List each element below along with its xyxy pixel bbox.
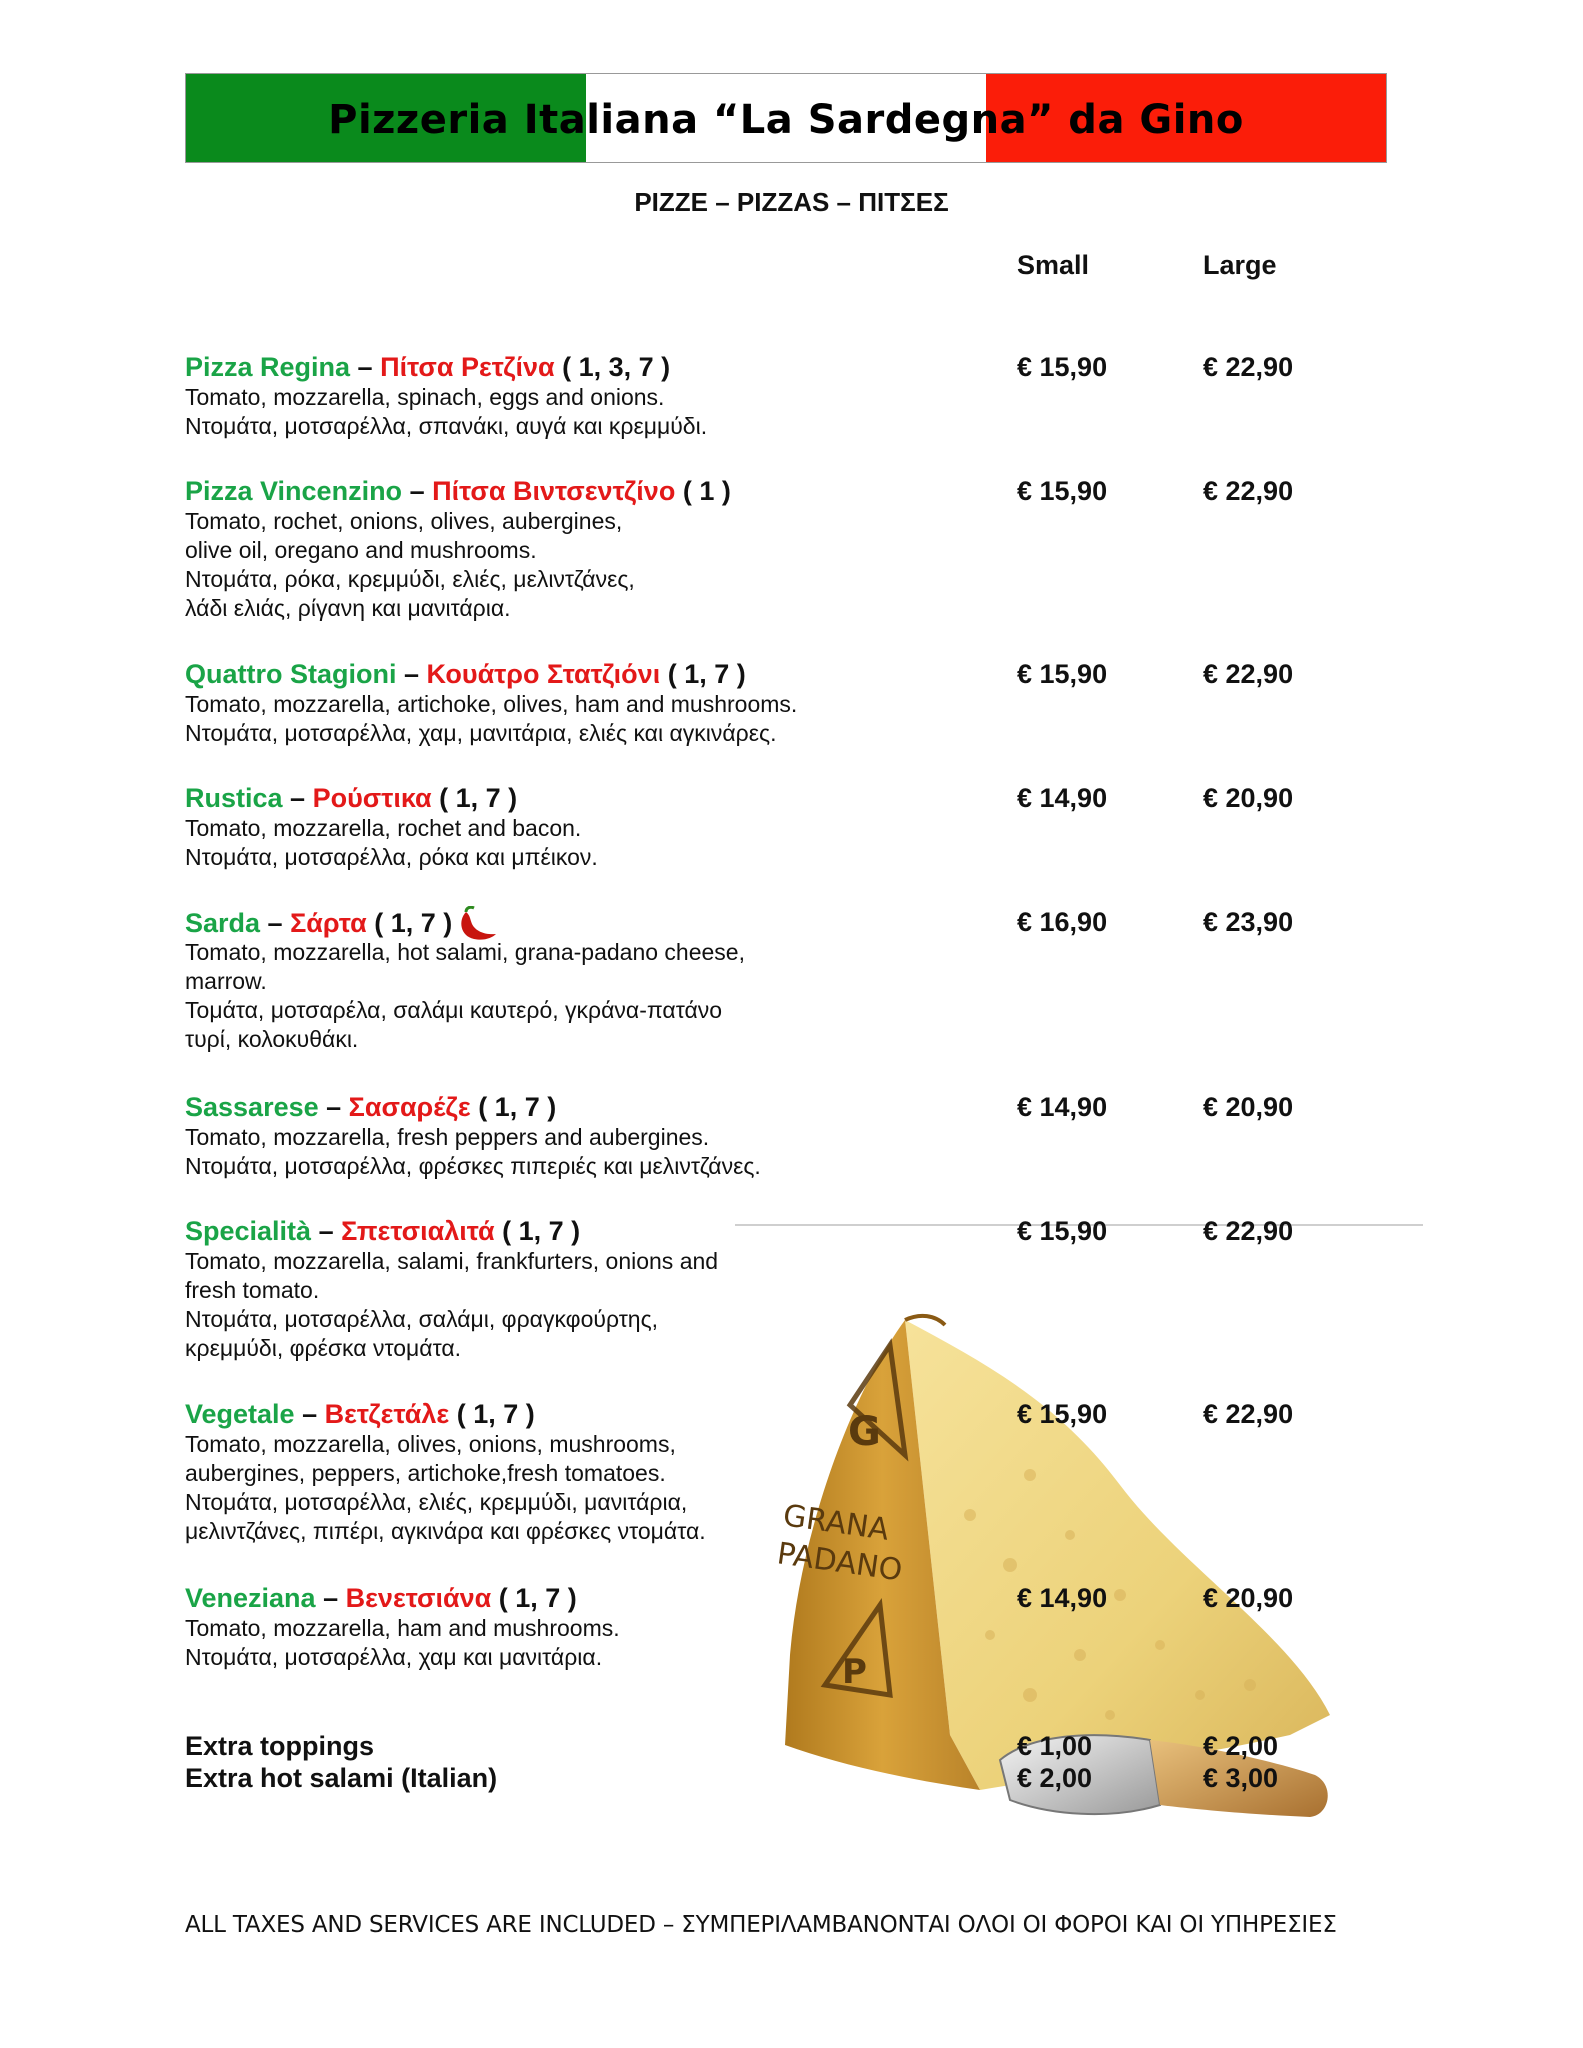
- price-large: € 22,90: [1203, 1216, 1294, 1246]
- description-line: aubergines, peppers, artichoke,fresh tomatoes.: [185, 1460, 666, 1486]
- description-line: κρεμμύδι, φρέσκα ντομάτα.: [185, 1335, 462, 1361]
- description-line: marrow.: [185, 968, 267, 994]
- description-line: Ντομάτα, μοτσαρέλλα, σαλάμι, φραγκφούρτης,: [185, 1306, 659, 1332]
- price-large: € 22,90: [1203, 476, 1294, 506]
- pizza-description: [185, 938, 1485, 1054]
- allergen-codes: ( 1, 7 ): [470, 1092, 557, 1122]
- description-line: Ντομάτα, μοτσαρέλλα, χαμ και μανιτάρια.: [185, 1644, 603, 1670]
- description-line: Τομάτα, μοτσαρέλα, σαλάμι καυτερό, γκράνα-πατάνο: [185, 997, 723, 1023]
- allergen-codes: ( 1, 3, 7 ): [554, 352, 671, 382]
- extra-row-hot-salami: [185, 1762, 1485, 1794]
- pizza-name-english: Veneziana: [185, 1583, 316, 1613]
- name-separator: –: [318, 1092, 349, 1122]
- extras-section: [185, 1730, 1485, 1794]
- name-separator: –: [311, 1216, 342, 1246]
- description-line: Ντομάτα, μοτσαρέλλα, φρέσκες πιπεριές και μελιντζάνες.: [185, 1153, 761, 1179]
- name-separator: –: [282, 783, 313, 813]
- extra-label: Extra hot salami (Italian): [185, 1763, 498, 1793]
- description-line: μελιντζάνες, πιπέρι, αγκινάρα και φρέσκες ντομάτα.: [185, 1518, 706, 1544]
- description-line: Ντομάτα, μοτσαρέλλα, σπανάκι, αυγά και κρεμμύδι.: [185, 413, 708, 439]
- description-line: Tomato, mozzarella, spinach, eggs and onions.: [185, 384, 665, 410]
- cheese-badge-g: G: [848, 1409, 881, 1455]
- name-separator: –: [294, 1399, 325, 1429]
- pizza-name-greek: Βετζετάλε: [324, 1399, 450, 1429]
- pizza-item: [185, 782, 1485, 872]
- price-large: € 20,90: [1203, 783, 1294, 813]
- italian-flag-banner: [185, 73, 1387, 163]
- description-line: Tomato, mozzarella, rochet and bacon.: [185, 815, 582, 841]
- pizza-description: [185, 507, 1485, 623]
- cheese-brand-line-2: PADANO: [774, 1536, 905, 1589]
- pizza-name-greek: Πίτσα Ρετζίνα: [380, 352, 555, 382]
- price-small: € 14,90: [1017, 1092, 1108, 1122]
- price-small: € 1,00: [1017, 1731, 1093, 1761]
- pizza-item: [185, 1215, 1485, 1363]
- allergen-codes: ( 1, 7 ): [491, 1583, 577, 1613]
- pizza-item: [185, 1582, 1485, 1672]
- description-line: fresh tomato.: [185, 1277, 320, 1303]
- price-small: € 15,90: [1017, 476, 1108, 506]
- pizza-name-english: Pizza Regina: [185, 352, 351, 382]
- description-line: Tomato, mozzarella, salami, frankfurters, onions and: [185, 1248, 719, 1274]
- price-large: € 3,00: [1203, 1763, 1279, 1793]
- section-title: PIZZE – PIZZAS – ΠΙΤΣΕΣ: [634, 187, 949, 217]
- footer-note: ALL TAXES AND SERVICES ARE INCLUDED – ΣΥΜΠΕΡΙΛΑΜΒΑΝΟΝΤΑΙ ΟΛΟΙ ΟΙ ΦΟΡΟΙ ΚΑΙ ΟΙ ΥΠΗΡΕΣΙΕΣ: [185, 1912, 1337, 1938]
- price-small: € 15,90: [1017, 1399, 1108, 1429]
- price-small: € 2,00: [1017, 1763, 1093, 1793]
- description-line: Ντομάτα, μοτσαρέλλα, ρόκα και μπέικον.: [185, 844, 598, 870]
- column-header-large: Large: [1203, 250, 1277, 280]
- column-header-small: Small: [1017, 250, 1090, 280]
- allergen-codes: ( 1 ): [675, 476, 731, 506]
- price-large: € 22,90: [1203, 659, 1294, 689]
- name-separator: –: [350, 352, 381, 382]
- extra-row-toppings: [185, 1730, 1485, 1762]
- price-large: € 20,90: [1203, 1092, 1294, 1122]
- pizza-name-greek: Κουάτρο Στατζιόνι: [426, 659, 661, 689]
- price-small: € 15,90: [1017, 352, 1108, 382]
- name-separator: –: [402, 476, 433, 506]
- name-separator: –: [396, 659, 427, 689]
- cheese-badge-p: P: [842, 1652, 867, 1692]
- price-large: € 22,90: [1203, 352, 1294, 382]
- description-line: Ντομάτα, ρόκα, κρεμμύδι, ελιές, μελιντζάνες,: [185, 566, 635, 592]
- pizza-name-english: Vegetale: [185, 1399, 295, 1429]
- pizza-name-english: Specialità: [185, 1216, 312, 1246]
- pizza-description: [185, 1430, 1485, 1546]
- pizza-description: [185, 1614, 1485, 1672]
- description-line: Tomato, mozzarella, fresh peppers and aubergines.: [185, 1124, 710, 1150]
- pizza-description: [185, 1247, 1485, 1363]
- cheese-brand-line-1: GRANA: [780, 1498, 892, 1548]
- price-large: € 20,90: [1203, 1583, 1294, 1613]
- price-small: € 14,90: [1017, 1583, 1108, 1613]
- price-large: € 22,90: [1203, 1399, 1294, 1429]
- description-line: Tomato, mozzarella, ham and mushrooms.: [185, 1615, 620, 1641]
- pizza-name-english: Pizza Vincenzino: [185, 476, 403, 506]
- description-line: λάδι ελιάς, ρίγανη και μανιτάρια.: [185, 595, 511, 621]
- pizza-name-greek: Σάρτα: [290, 908, 367, 939]
- pizza-item: [185, 658, 1485, 748]
- pizza-name-english: Sarda: [185, 908, 261, 939]
- allergen-codes: ( 1, 7 ): [431, 783, 518, 813]
- pizza-item: [185, 906, 1485, 1054]
- restaurant-title: Pizzeria Italiana “La Sardegna” da Gino: [328, 97, 1244, 143]
- price-small: € 14,90: [1017, 783, 1108, 813]
- pizza-description: [185, 1123, 1485, 1181]
- price-small: € 16,90: [1017, 907, 1108, 937]
- pizza-name-greek: Σπετσιαλιτά: [341, 1216, 495, 1246]
- pizza-description: [185, 690, 1485, 748]
- pizza-description: [185, 814, 1485, 872]
- extra-label: Extra toppings: [185, 1731, 375, 1761]
- allergen-codes: ( 1, 7 ): [366, 908, 453, 939]
- pizza-item: [185, 351, 1485, 441]
- description-line: Ντομάτα, μοτσαρέλλα, ελιές, κρεμμύδι, μανιτάρια,: [185, 1489, 688, 1515]
- pizza-name-english: Quattro Stagioni: [185, 659, 397, 689]
- description-line: Tomato, mozzarella, hot salami, grana-padano cheese,: [185, 939, 745, 965]
- pizza-name-greek: Σασαρέζε: [348, 1092, 471, 1122]
- allergen-codes: ( 1, 7 ): [494, 1216, 581, 1246]
- pizza-name-english: Rustica: [185, 783, 283, 813]
- pizza-item: [185, 1398, 1485, 1546]
- pizza-name-english: Sassarese: [185, 1092, 319, 1122]
- price-small: € 15,90: [1017, 1216, 1108, 1246]
- pizza-item: [185, 1091, 1485, 1181]
- price-small: € 15,90: [1017, 659, 1108, 689]
- description-line: Tomato, mozzarella, artichoke, olives, ham and mushrooms.: [185, 691, 798, 717]
- pizza-description: [185, 383, 1485, 441]
- pizza-name-greek: Βενετσιάνα: [345, 1583, 492, 1613]
- description-line: Tomato, rochet, onions, olives, aubergines,: [185, 508, 623, 534]
- description-line: olive oil, oregano and mushrooms.: [185, 537, 537, 563]
- pizza-name-greek: Πίτσα Βιντσεντζίνο: [432, 476, 676, 506]
- allergen-codes: ( 1, 7 ): [449, 1399, 535, 1429]
- pizza-item: [185, 475, 1485, 623]
- name-separator: –: [315, 1583, 346, 1613]
- description-line: τυρί, κολοκυθάκι.: [185, 1026, 359, 1052]
- allergen-codes: ( 1, 7 ): [660, 659, 746, 689]
- name-separator: –: [260, 908, 291, 939]
- price-large: € 23,90: [1203, 907, 1294, 937]
- description-line: Tomato, mozzarella, olives, onions, mushrooms,: [185, 1431, 676, 1457]
- pizza-name-greek: Ρούστικα: [312, 783, 432, 813]
- price-large: € 2,00: [1203, 1731, 1279, 1761]
- description-line: Ντομάτα, μοτσαρέλλα, χαμ, μανιτάρια, ελιές και αγκινάρες.: [185, 720, 777, 746]
